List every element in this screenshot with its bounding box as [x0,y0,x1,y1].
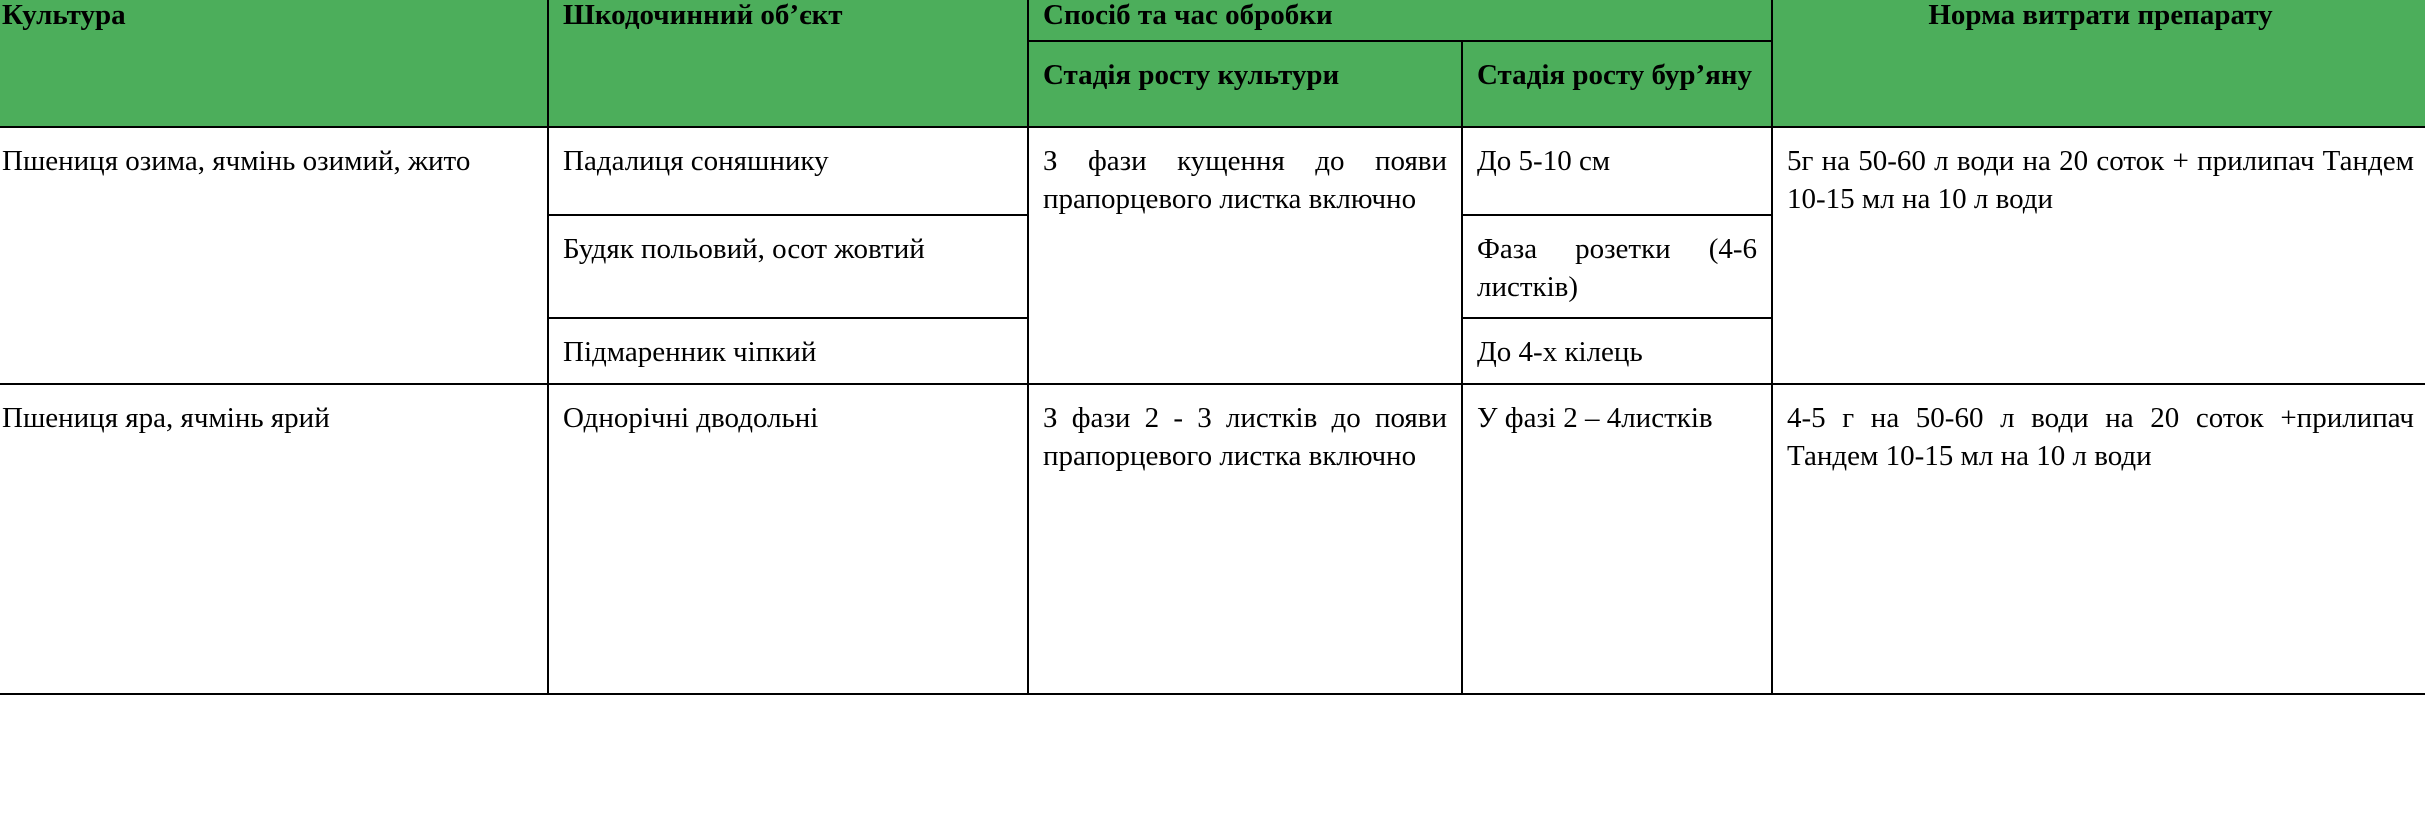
header-application-rate: Норма витрати препарату [1772,0,2425,127]
harmful-object-cell: Будяк польовий, осот жовтий [548,215,1028,318]
header-weed-stage: Стадія росту бур’яну [1462,41,1772,127]
crop-stage-cell: З фази кущення до появи прапорцевого листка включно [1028,127,1462,384]
culture-cell: Пшениця яра, ячмінь ярий [0,384,548,694]
table-row [0,127,2425,215]
weed-stage-cell: До 5-10 см [1462,127,1772,215]
crop-stage-cell: З фази 2 - 3 листків до появи прапорцевого листка включно [1028,384,1462,694]
header-crop-stage: Стадія росту культури [1028,41,1462,127]
weed-stage-cell: Фаза розетки (4-6 листків) [1462,215,1772,318]
harmful-object-cell: Підмаренник чіпкий [548,318,1028,384]
header-culture: Культура [0,0,548,127]
weed-stage-cell: У фазі 2 – 4листків [1462,384,1772,694]
harmful-object-cell: Падалиця соняшнику [548,127,1028,215]
weed-stage-cell: До 4-х кілець [1462,318,1772,384]
header-harmful-object: Шкодочинний об’єкт [548,0,1028,127]
header-method-time: Спосіб та час обробки [1028,0,1772,41]
application-rate-cell: 4-5 г на 50-60 л води на 20 соток +прилипач Тандем 10-15 мл на 10 л води [1772,384,2425,694]
culture-cell: Пшениця озима, ячмінь озимий, жито [0,127,548,384]
harmful-object-cell: Однорічні дводольні [548,384,1028,694]
table-row [0,384,2425,694]
application-rate-cell: 5г на 50-60 л води на 20 соток + прилипач Тандем 10-15 мл на 10 л води [1772,127,2425,384]
